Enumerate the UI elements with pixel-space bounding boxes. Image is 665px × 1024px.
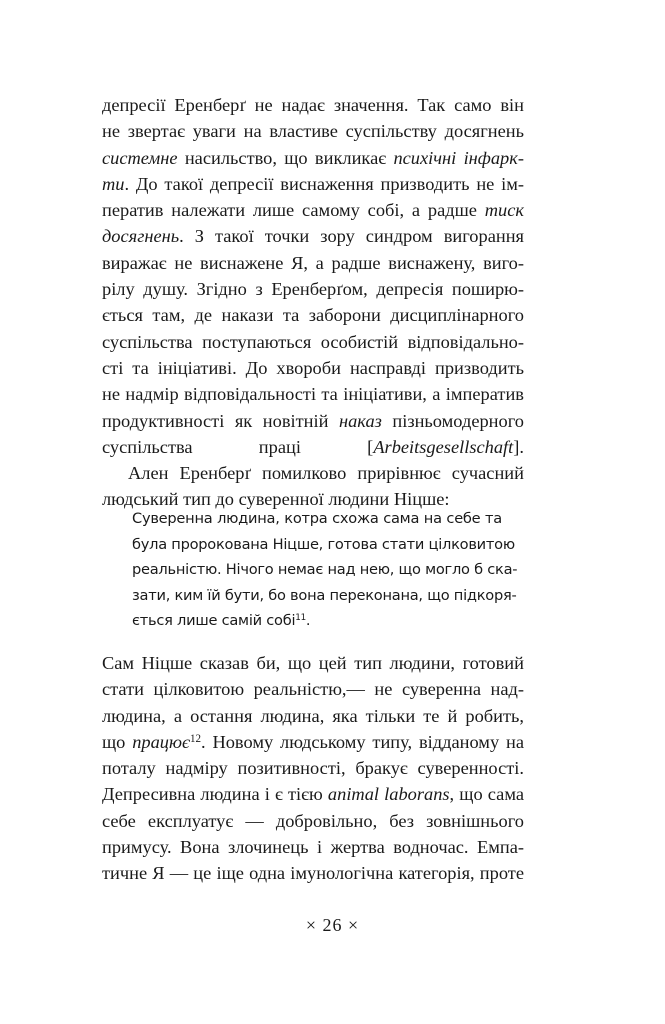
text-run: ]. xyxy=(513,436,524,457)
text-line xyxy=(102,460,524,486)
italic-text: системне xyxy=(102,147,178,168)
text-run: , що сама xyxy=(449,784,524,805)
text-run: пізньомодерного xyxy=(381,410,524,431)
text-run: рілу душу. Згідно з Еренберґом, депресія поширю- xyxy=(102,279,524,300)
text-run: людський тип до суверенної людини Ніцше: xyxy=(102,489,450,510)
text-run: не надмір відповідальності та ініціативи, а імператив xyxy=(102,384,524,405)
text-line xyxy=(102,355,524,381)
text-line xyxy=(102,250,524,276)
text-run: сті та ініціативі. До хвороби насправді призводить xyxy=(102,357,524,378)
text-line xyxy=(102,650,524,676)
text-run: зати, ким їй бути, бо вона переконана, що підкоря- xyxy=(132,586,517,604)
text-run: була пророкована Ніцше, готова стати цілковитою xyxy=(132,535,515,553)
text-run: ється лише самій собі xyxy=(132,612,296,630)
page-number: × 26 × xyxy=(305,915,360,935)
text-run: Депресивна людина і є тією xyxy=(102,784,328,805)
text-line xyxy=(102,703,524,729)
text-line xyxy=(132,557,518,583)
text-line xyxy=(102,434,524,460)
text-run: примусу. Вона злочинець і жертва водночас. Емпа- xyxy=(102,837,524,858)
text-run: Суверенна людина, котра схожа сама на себе та xyxy=(132,510,502,527)
paragraph-depression-ehrenberg xyxy=(102,92,524,460)
text-line xyxy=(102,276,524,302)
italic-text: працює xyxy=(132,731,190,752)
paragraph-nietzsche-last-man xyxy=(102,650,524,887)
text-run: стати цілковитою реальністю,— не суверенна над- xyxy=(102,679,524,700)
text-line xyxy=(102,329,524,355)
text-run: ється там, де накази та заборони дисциплінарного xyxy=(102,305,524,326)
text-run: продуктивності як новітній xyxy=(102,410,339,431)
text-run: виражає не виснажене Я, а радше виснажену, виго- xyxy=(102,252,524,273)
italic-text: наказ xyxy=(338,410,382,431)
text-run: депресії Еренберґ не надає значення. Так само він xyxy=(102,95,524,115)
text-line xyxy=(102,860,524,886)
text-run: себе експлуатує — добровільно, без зовнішнього xyxy=(102,810,524,831)
text-line xyxy=(132,608,502,634)
text-line xyxy=(102,197,524,223)
italic-text: animal laborans xyxy=(327,784,450,805)
text-line xyxy=(102,676,524,702)
text-run: реальністю. Нічого немає над нею, що могло б ска- xyxy=(132,561,518,579)
text-run: . До такої депресії виснаження призводить не ім- xyxy=(124,173,524,194)
italic-text: психічні інфарк- xyxy=(393,147,524,168)
text-run: суспільства праці [ xyxy=(102,436,374,457)
text-run: тичне Я — це іще одна імунологічна категорія, проте xyxy=(102,863,524,884)
italic-text: Arbeitsgesellschaft xyxy=(373,436,514,457)
text-run: не звертає уваги на властиве суспільству досягнень xyxy=(102,121,524,142)
text-run: що xyxy=(102,731,133,752)
block-quote xyxy=(132,506,518,634)
text-run: Ален Еренберґ помилково прирівнює сучасний xyxy=(128,463,524,483)
text-line xyxy=(102,781,524,807)
italic-text: досягнень xyxy=(102,226,180,247)
text-run: . З такої точки зору синдром вигорання xyxy=(179,226,524,247)
text-run: . Новому людському типу, відданому на xyxy=(201,731,524,752)
text-line xyxy=(102,729,524,755)
text-line xyxy=(102,302,524,328)
text-line xyxy=(102,118,524,144)
text-line xyxy=(102,381,524,407)
text-run: людина, а остання людина, яка тільки те й робить, xyxy=(102,705,524,726)
text-line xyxy=(132,532,515,558)
italic-text: ти xyxy=(102,173,125,194)
text-line xyxy=(102,408,524,434)
text-run: поталу надміру позитивності, бракує суверенності. xyxy=(102,758,524,779)
text-line xyxy=(132,583,517,609)
text-run: ператив належати лише самому собі, а радше xyxy=(102,200,485,221)
text-line xyxy=(102,92,524,118)
text-line xyxy=(102,808,524,834)
text-run: Сам Ніцше сказав би, що цей тип людини, готовий xyxy=(102,653,524,673)
text-run: суспільства поступаються особистій відповідально- xyxy=(102,331,524,352)
text-line xyxy=(102,223,524,249)
paragraph-ehrenberg-nietzsche xyxy=(102,460,524,513)
text-line xyxy=(102,171,524,197)
text-run: насильство, що викликає xyxy=(177,147,394,168)
text-line xyxy=(102,755,524,781)
text-line xyxy=(132,506,502,532)
text-line xyxy=(102,145,524,171)
footnote-reference: 12 xyxy=(189,732,202,745)
text-run: . xyxy=(305,612,311,630)
text-line xyxy=(102,834,524,860)
footnote-reference: 11 xyxy=(295,613,306,624)
italic-text: тиск xyxy=(484,200,524,221)
